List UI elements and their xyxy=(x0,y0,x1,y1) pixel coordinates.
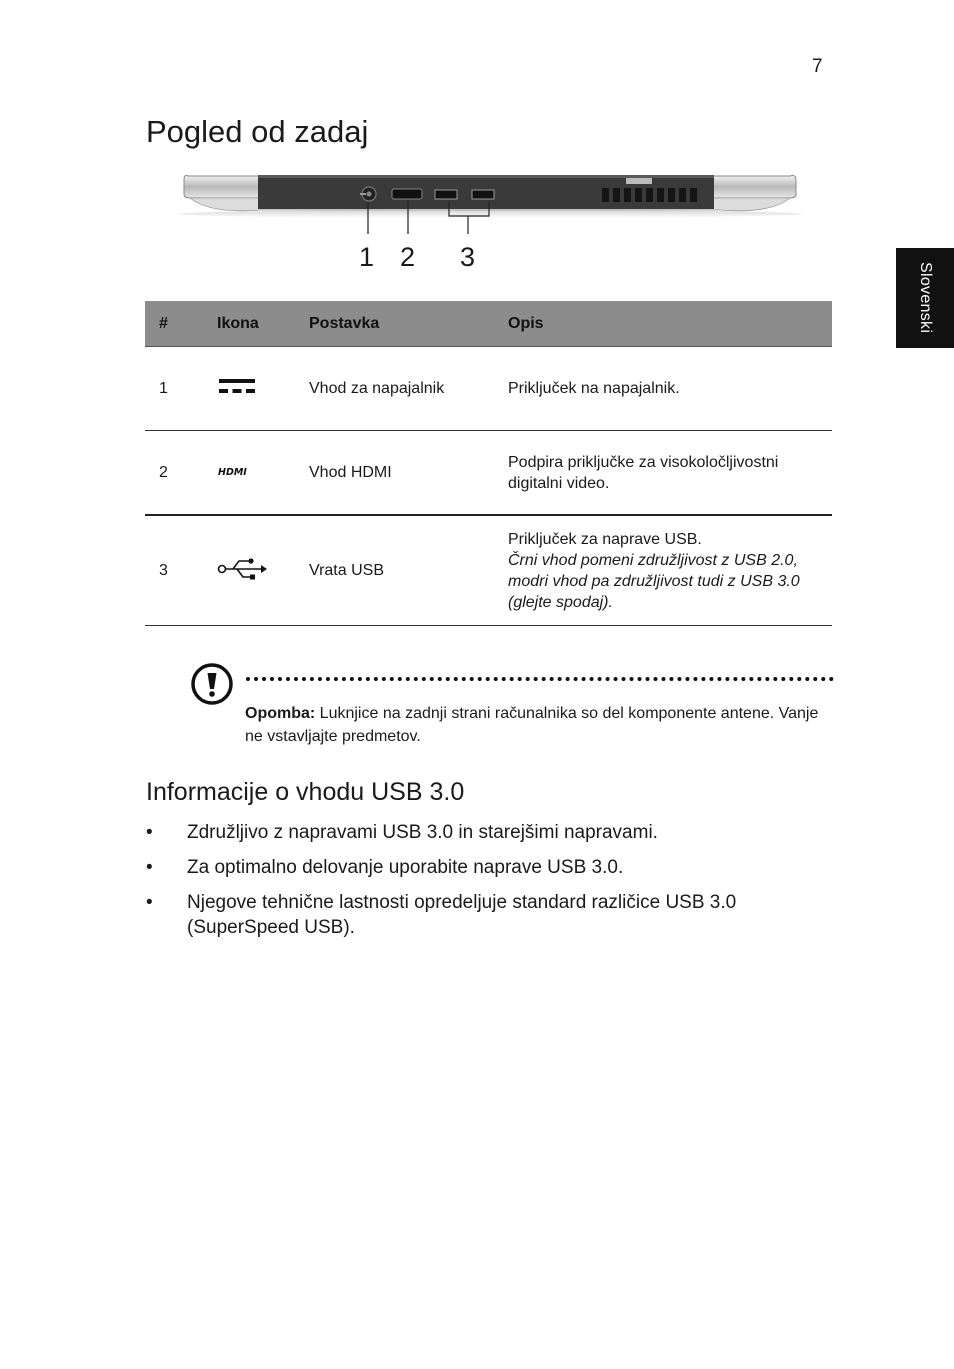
exclamation-circle-icon xyxy=(190,662,234,706)
svg-text:HDMI: HDMI xyxy=(218,466,247,477)
row-desc xyxy=(494,515,832,626)
row-num: 3 xyxy=(145,515,203,626)
page-title: Pogled od zadaj xyxy=(146,114,369,149)
header-setting: Postavka xyxy=(295,301,494,347)
laptop-rear-view-image xyxy=(170,168,810,244)
bullet-icon: • xyxy=(146,857,153,878)
header-num: # xyxy=(145,301,203,347)
header-icon: Ikona xyxy=(203,301,295,347)
callout-3: 3 xyxy=(460,242,476,272)
note-divider xyxy=(246,677,834,681)
language-tab xyxy=(896,248,954,348)
row-num: 2 xyxy=(145,431,203,516)
table-row xyxy=(145,347,832,431)
row-num: 1 xyxy=(145,347,203,431)
note-label: Opomba: xyxy=(245,705,316,722)
note-text xyxy=(245,702,825,748)
row-desc-note: Črni vhod pomeni združljivost z USB 2.0, modri vhod pa združljivost tudi z USB 3.0 (glejte spodaj). xyxy=(508,551,800,611)
row-desc-main: Priključek za naprave USB. xyxy=(508,530,702,548)
row-desc: Podpira priključke za visokoločljivostni digitalni video. xyxy=(494,431,832,516)
bullet-icon: • xyxy=(146,822,153,843)
ports-table xyxy=(145,301,832,626)
row-desc: Priključek na napajalnik. xyxy=(494,347,832,431)
language-tab-label: Slovenski xyxy=(917,262,934,334)
table-header-row xyxy=(145,301,832,347)
row-setting: Vhod za napajalnik xyxy=(295,347,494,431)
header-desc: Opis xyxy=(494,301,832,347)
list-item: • Za optimalno delovanje uporabite naprave USB 3.0. xyxy=(146,857,624,878)
row-setting: Vhod HDMI xyxy=(295,431,494,516)
usb-icon xyxy=(203,515,295,626)
bullet-icon: • xyxy=(146,892,153,913)
bullet-list xyxy=(146,820,826,950)
list-item: • Združljivo z napravami USB 3.0 in starejšimi napravami. xyxy=(146,822,658,843)
callout-2: 2 xyxy=(400,242,416,272)
list-item: • Njegove tehnične lastnosti opredeljuje standard različice USB 3.0 (SuperSpeed USB). xyxy=(146,892,737,938)
note-body: Luknjice na zadnji strani računalnika so del komponente antene. Vanje ne vstavljajte predmetov. xyxy=(245,705,819,745)
section-title: Informacije o vhodu USB 3.0 xyxy=(146,778,465,806)
hdmi-icon xyxy=(203,431,295,516)
row-setting: Vrata USB xyxy=(295,515,494,626)
table-row xyxy=(145,515,832,626)
table-row xyxy=(145,431,832,516)
callout-1: 1 xyxy=(359,242,375,272)
page-number: 7 xyxy=(812,56,823,77)
dc-power-icon xyxy=(203,347,295,431)
